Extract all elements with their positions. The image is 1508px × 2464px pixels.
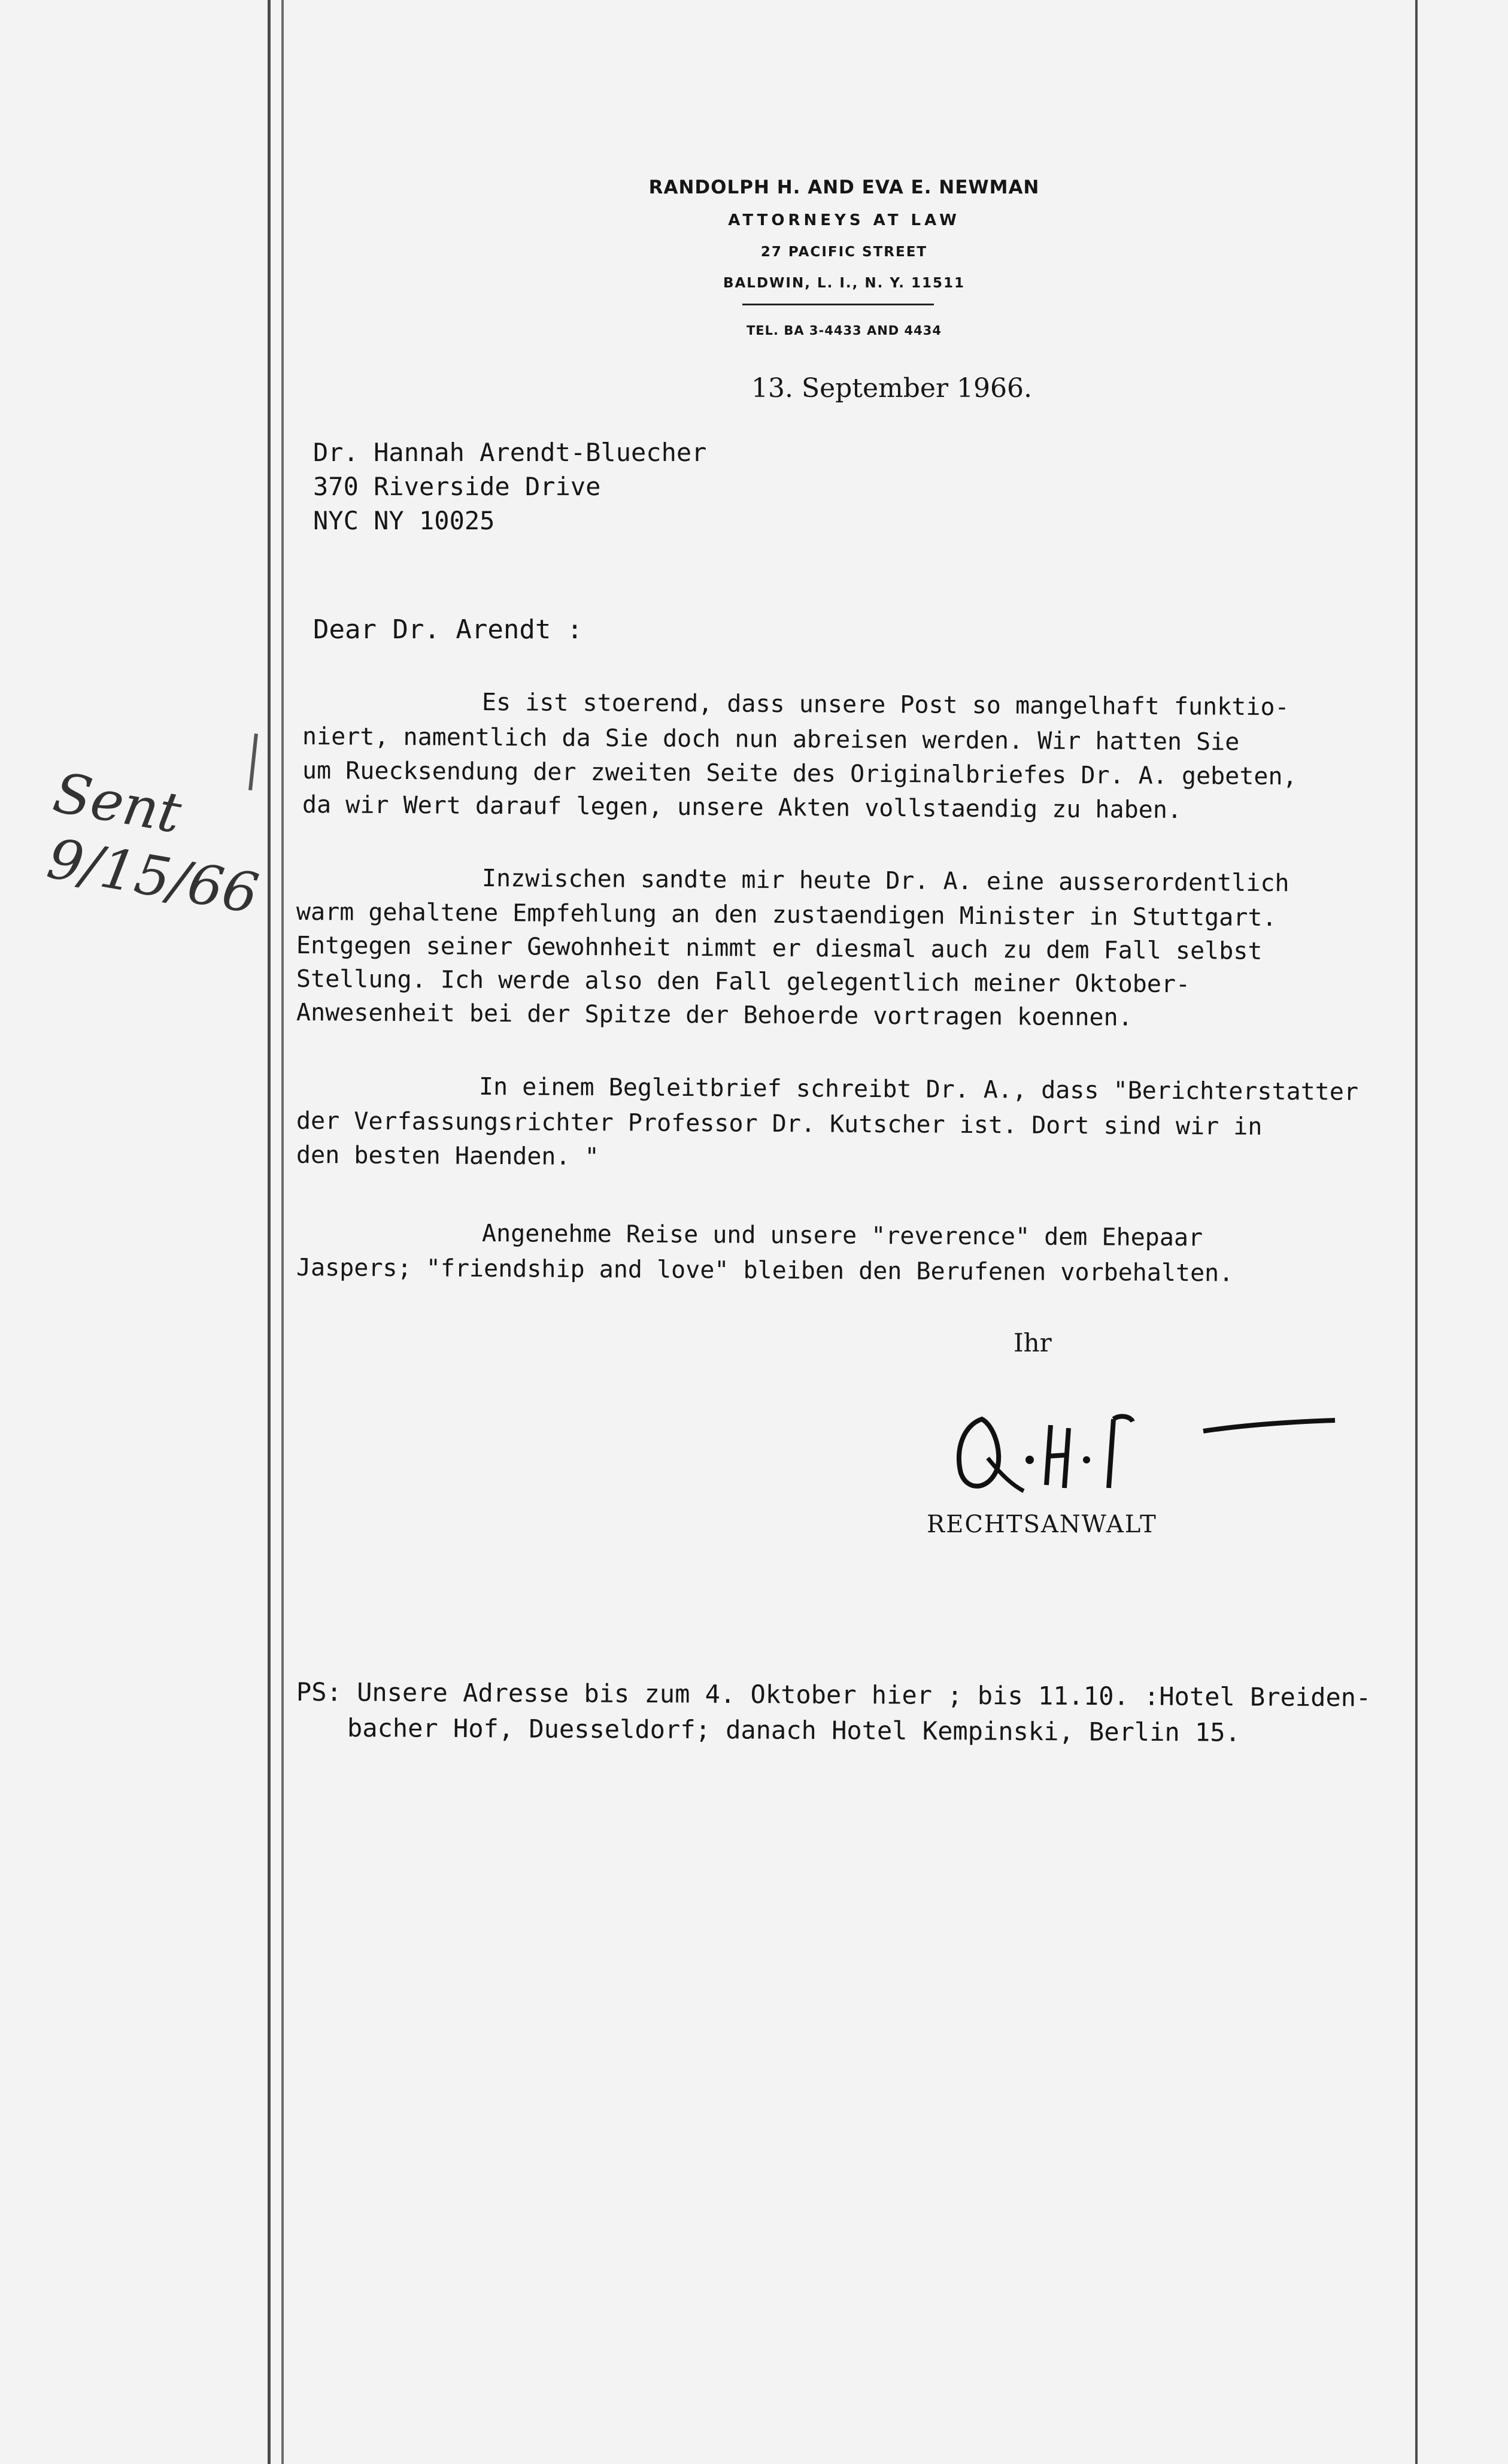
paragraph-2-line-4: Stellung. Ich werde also den Fall gelegentlich meiner Oktober-: [296, 965, 1191, 999]
paragraph-4-line-2: Jaspers; "friendship and love" bleiben den Berufenen vorbehalten.: [296, 1254, 1234, 1287]
paragraph-1-line-1: Es ist stoerend, dass unsere Post so mangelhaft funktio-: [481, 689, 1289, 722]
letterhead-profession: ATTORNEYS AT LAW: [728, 211, 960, 229]
recipient-name: Dr. Hannah Arendt-Bluecher: [313, 438, 707, 467]
paragraph-4-line-1: Angenehme Reise und unsere "reverence" dem Ehepaar: [481, 1220, 1203, 1252]
recipient-street: 370 Riverside Drive: [313, 472, 601, 501]
paragraph-3-line-1: In einem Begleitbrief schreibt Dr. A., dass "Berichterstatter: [478, 1073, 1359, 1106]
handwritten-date: 9/15/66: [43, 826, 263, 926]
postscript-line-2: bacher Hof, Duesseldorf; danach Hotel Kempinski, Berlin 15.: [347, 1713, 1241, 1747]
letterhead-rule: [742, 304, 934, 305]
paragraph-2-line-5: Anwesenheit bei der Spitze der Behoerde vortragen koennen.: [296, 999, 1133, 1032]
handwritten-checkmark: [248, 734, 258, 790]
paragraph-1-line-4: da wir Wert darauf legen, unsere Akten vollstaendig zu haben.: [302, 791, 1182, 824]
signature-title: RECHTSANWALT: [927, 1511, 1157, 1538]
salutation: Dear Dr. Arendt :: [313, 614, 583, 645]
letter-date: 13. September 1966.: [751, 373, 1032, 404]
paragraph-1-line-3: um Ruecksendung der zweiten Seite des Originalbriefes Dr. A. gebeten,: [302, 757, 1297, 791]
paragraph-3-line-2: der Verfassungsrichter Professor Dr. Kutscher ist. Dort sind wir in: [296, 1107, 1263, 1141]
left-margin-line-inner: [281, 0, 284, 2464]
postscript-line-1: PS: Unsere Adresse bis zum 4. Oktober hier ; bis 11.10. :Hotel Breiden-: [296, 1677, 1372, 1713]
paragraph-1-line-2: niert, namentlich da Sie doch nun abreisen werden. Wir hatten Sie: [302, 723, 1240, 756]
recipient-city: NYC NY 10025: [313, 506, 495, 535]
paragraph-2-line-1: Inzwischen sandte mir heute Dr. A. eine ausserordentlich: [481, 865, 1289, 898]
letterhead-street: 27 PACIFIC STREET: [760, 244, 928, 260]
letterhead-telephone: TEL. BA 3-4433 AND 4434: [746, 323, 942, 338]
letterhead-city: BALDWIN, L. I., N. Y. 11511: [723, 275, 966, 291]
paragraph-2-line-3: Entgegen seiner Gewohnheit nimmt er diesmal auch zu dem Fall selbst: [296, 932, 1263, 965]
signature-image: [940, 1401, 1347, 1503]
left-margin-line: [268, 0, 271, 2464]
handwritten-sent: Sent: [48, 760, 186, 846]
closing: Ihr: [1014, 1328, 1052, 1357]
paragraph-3-line-3: den besten Haenden. ": [296, 1141, 599, 1171]
right-margin-line: [1415, 0, 1418, 2464]
paragraph-2-line-2: warm gehaltene Empfehlung an den zustaendigen Minister in Stuttgart.: [296, 898, 1277, 932]
letterhead-names: RANDOLPH H. AND EVA E. NEWMAN: [648, 177, 1040, 198]
